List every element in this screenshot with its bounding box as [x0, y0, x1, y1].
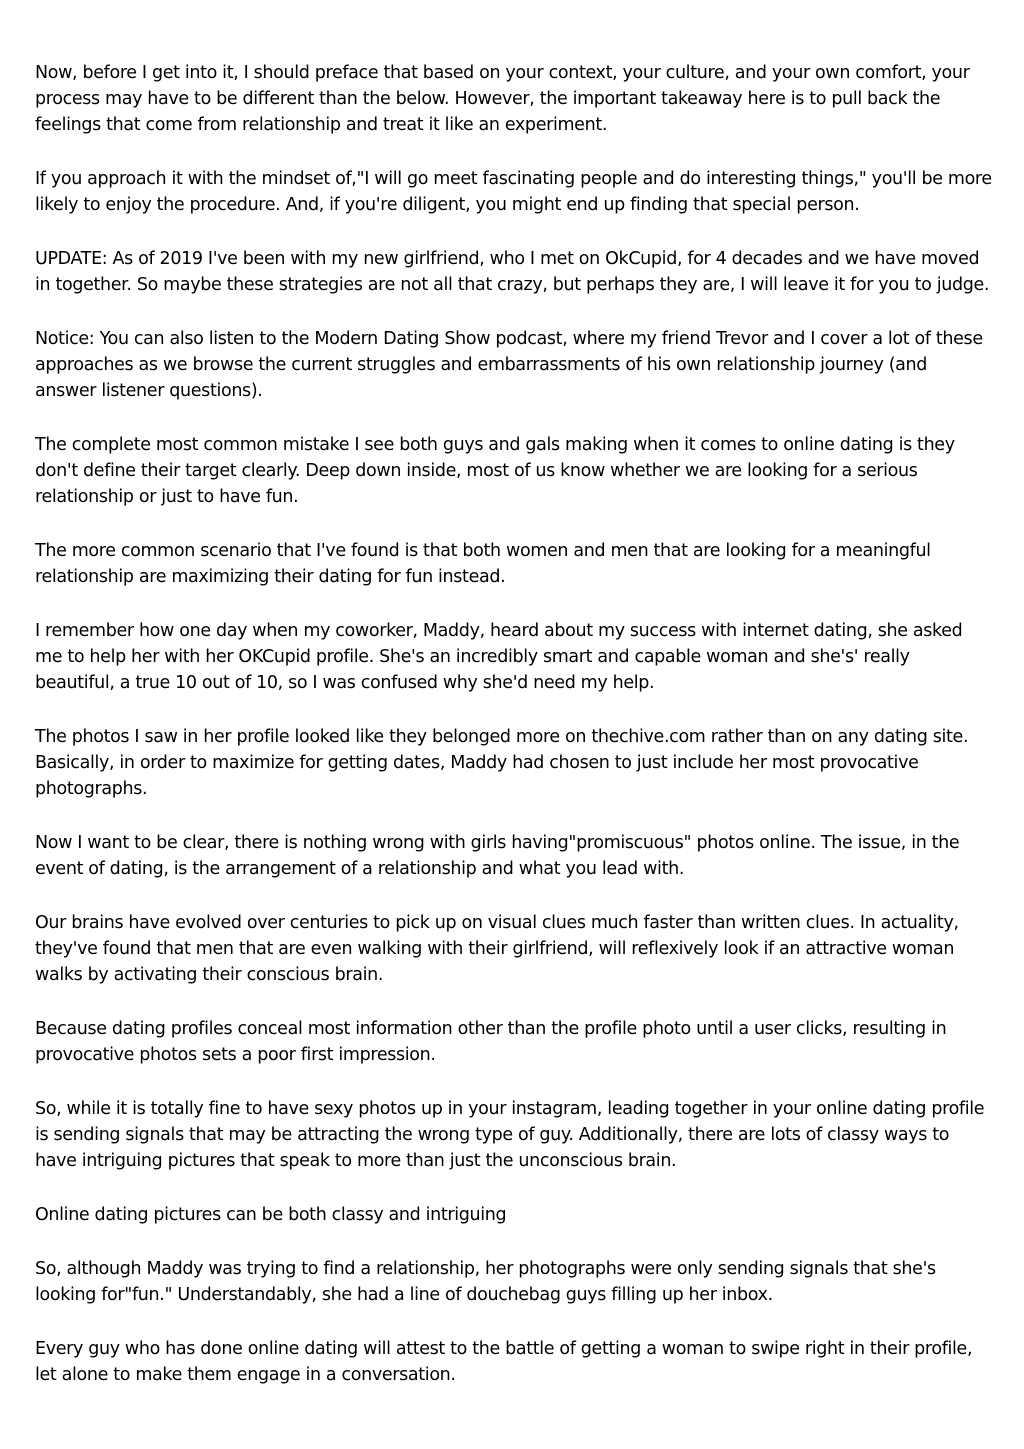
paragraph-13: Online dating pictures can be both classy and intriguing [35, 1205, 507, 1225]
paragraph-7: I remember how one day when my coworker, Maddy, heard about my success with internet dating, she asked me to help her with her OKCupid profile. She's an incredibly smart and capable woman and she's' really beautiful, a true 10 out of 10, so I was confused why she'd need my help. [35, 621, 963, 693]
paragraph-12: So, while it is totally fine to have sexy photos up in your instagram, leading together in your online dating profile is sending signals that may be attracting the wrong type of guy. Additionally, there are lots of classy ways to have intriguing pictures that speak to more than just the unconscious brain. [35, 1099, 985, 1171]
paragraph-6: The more common scenario that I've found is that both women and men that are looking for a meaningful relationship are maximizing their dating for fun instead. [35, 541, 931, 587]
paragraph-9: Now I want to be clear, there is nothing wrong with girls having"promiscuous" photos online. The issue, in the event of dating, is the arrangement of a relationship and what you lead with. [35, 833, 960, 879]
paragraph-11: Because dating profiles conceal most information other than the profile photo until a user clicks, resulting in provocative photos sets a poor first impression. [35, 1019, 947, 1065]
paragraph-15: Every guy who has done online dating will attest to the battle of getting a woman to swipe right in their profile, let alone to make them engage in a conversation. [35, 1339, 973, 1385]
paragraph-3: UPDATE: As of 2019 I've been with my new girlfriend, who I met on OkCupid, for 4 decades and we have moved in together. So maybe these strategies are not all that crazy, but perhaps they are, I will leave it for you to judge. [35, 249, 990, 295]
paragraph-1: Now, before I get into it, I should preface that based on your context, your culture, and your own comfort, your process may have to be different than the below. However, the important takeaway here is to pull back the feelings that come from relationship and treat it like an experiment. [35, 63, 970, 135]
paragraph-4: Notice: You can also listen to the Modern Dating Show podcast, where my friend Trevor and I cover a lot of these approaches as we browse the current struggles and embarrassments of his own relationship journey (and answer listener questions). [35, 329, 983, 401]
paragraph-2: If you approach it with the mindset of,"I will go meet fascinating people and do interesting things," you'll be more likely to enjoy the procedure. And, if you're diligent, you might end up finding that special person. [35, 169, 992, 215]
paragraph-14: So, although Maddy was trying to find a relationship, her photographs were only sending signals that she's looking for"fun." Understandably, she had a line of douchebag guys filling up her inbox. [35, 1259, 936, 1305]
paragraph-5: The complete most common mistake I see both guys and gals making when it comes to online dating is they don't define their target clearly. Deep down inside, most of us know whether we are looking for a serious relationship or just to have fun. [35, 435, 955, 507]
paragraph-10: Our brains have evolved over centuries to pick up on visual clues much faster than written clues. In actuality, they've found that men that are even walking with their girlfriend, will reflexively look if an attractive woman walks by activating their conscious brain. [35, 913, 959, 985]
paragraph-8: The photos I saw in her profile looked like they belonged more on thechive.com rather than on any dating site. Basically, in order to maximize for getting dates, Maddy had chosen to just include her most provocative photographs. [35, 727, 969, 799]
document-body [35, 60, 993, 1416]
